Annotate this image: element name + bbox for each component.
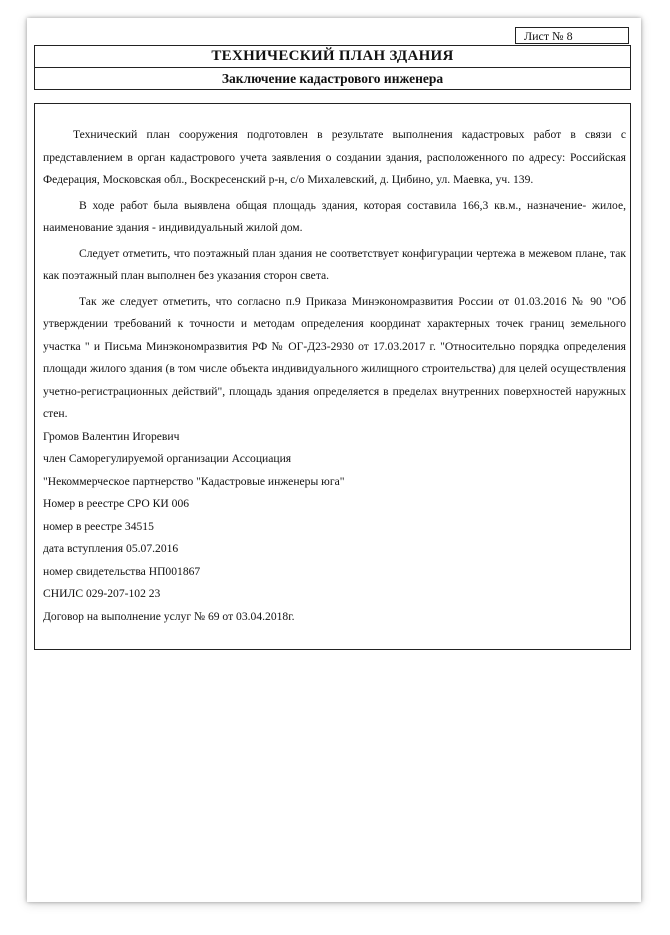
snils-number: СНИЛС 029-207-102 23 xyxy=(43,587,161,600)
engineer-organization: "Некоммерческое партнерство "Кадастровые инженеры юга" xyxy=(43,474,345,488)
paragraph-floor-plan: Следует отметить, что поэтажный план здания не соответствует конфигурации чертежа в межевом плане, так как поэтажный план выполнен без указания сторон света. xyxy=(43,246,626,282)
paragraph-regulation: Так же следует отметить, что согласно п.9 Приказа Минэкономразвития России от 01.03.2016 № 90 "Об утверждении требований к точности и методам определения координат характерных точек границ земельного участка " и Письма Минэкономразвития РФ № ОГ-Д23-2930 от 17.03.2017 г. "Относительно порядка определения площади жилого здания (в том числе объекта индивидуального жилищного строительства) для целей осуществления учетно-регистрационных действий", площадь здания определяется в пределах внутренних поверхностей наружных стен. xyxy=(43,294,626,420)
join-date: дата вступления 05.07.2016 xyxy=(43,542,179,555)
certificate-number: номер свидетельства НП001867 xyxy=(43,564,201,578)
service-contract: Договор на выполнение услуг № 69 от 03.04.2018г. xyxy=(43,609,295,623)
sro-registry-number: Номер в реестре СРО КИ 006 xyxy=(43,497,190,510)
paragraph-purpose: Технический план сооружения подготовлен в результате выполнения кадастровых работ в связи с представлением в орган кадастрового учета заявления о создании здания, расположенного по адресу: Российская Федерация, Московская обл., Воскресенский р-н, с/о Михалевский, д. Цибино, ул. Маевка, уч. 139. xyxy=(43,128,626,186)
document-sheet xyxy=(27,18,641,902)
document-subtitle: Заключение кадастрового инженера xyxy=(221,71,444,86)
sheet-number: Лист № 8 xyxy=(515,27,629,44)
paragraph-area: В ходе работ была выявлена общая площадь здания, которая составила 166,3 кв.м., назначение- жилое, наименование здания - индивидуальный жилой дом. xyxy=(43,198,626,234)
registry-number: номер в реестре 34515 xyxy=(43,519,154,533)
document-title: ТЕХНИЧЕСКИЙ ПЛАН ЗДАНИЯ xyxy=(35,46,630,68)
document-header xyxy=(34,45,631,90)
engineer-name: Громов Валентин Игоревич xyxy=(43,429,180,443)
engineer-membership: член Саморегулируемой организации Ассоциация xyxy=(43,452,292,465)
conclusion-body xyxy=(34,103,631,650)
